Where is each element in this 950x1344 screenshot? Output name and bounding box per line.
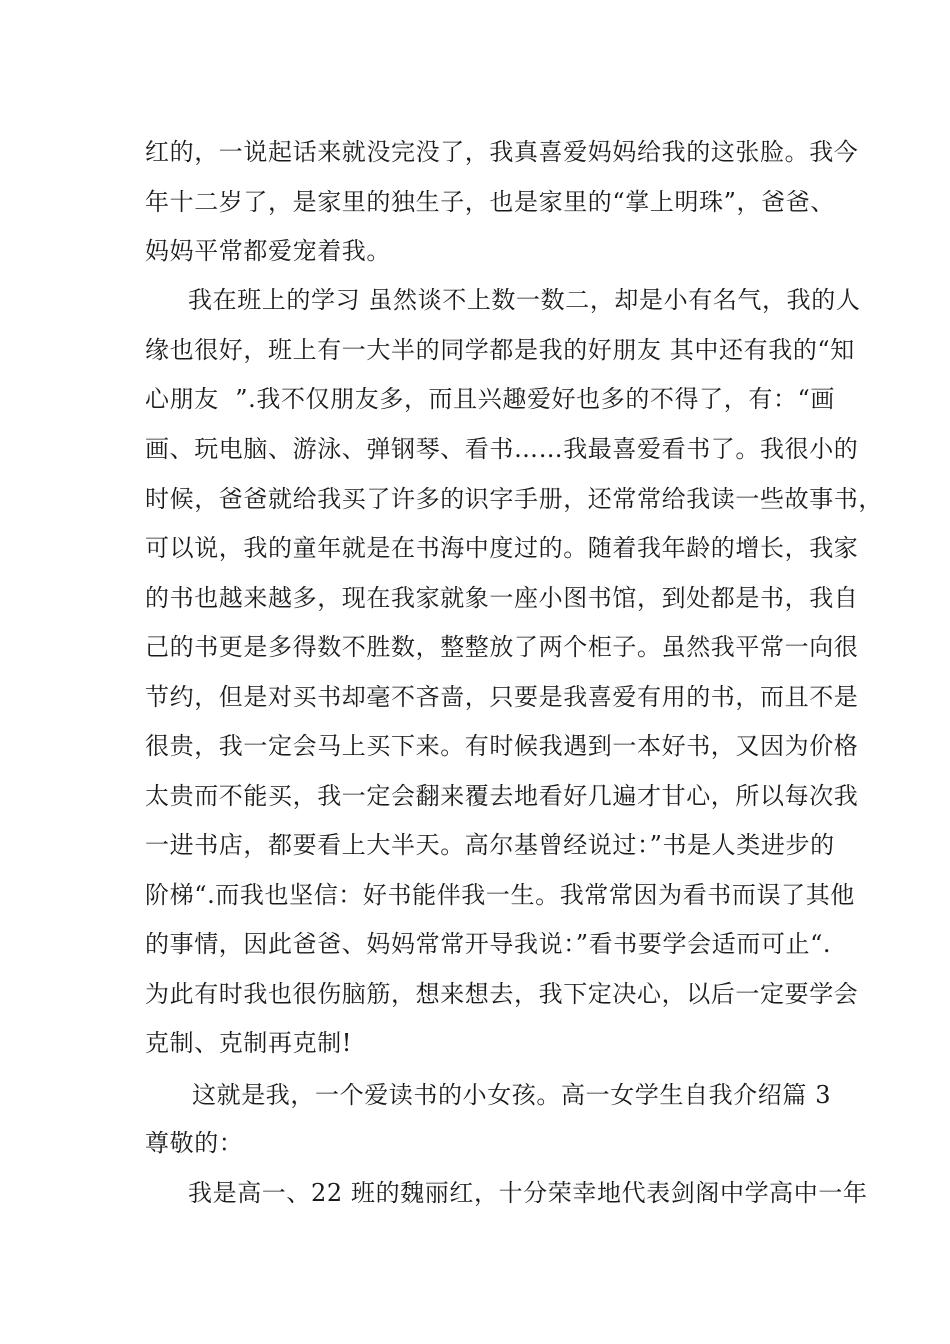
- text-line: 妈妈平常都爱宠着我。: [145, 237, 391, 265]
- text-line: 阶梯“.而我也坚信：好书能伴我一生。我常常因为看书而误了其他: [145, 881, 855, 909]
- text-line: 缘也很好，班上有一大半的同学都是我的好朋友 其中还有我的“知: [145, 336, 855, 364]
- text-line: 时候，爸爸就给我买了许多的识字手册，还常常给我读一些故事书，: [145, 485, 883, 513]
- text-line: 节约，但是对买书却毫不吝啬，只要是我喜爱有用的书，而且不是: [145, 683, 859, 711]
- text-line: 为此有时我也很伤脑筋，想来想去，我下定决心，以后一定要学会: [145, 980, 859, 1008]
- text-line: 年十二岁了，是家里的独生子，也是家里的“掌上明珠”，爸爸、: [145, 188, 835, 216]
- text-line: 我是高一、22 班的魏丽红，十分荣幸地代表剑阁中学高中一年: [188, 1179, 868, 1207]
- text-line: 的事情，因此爸爸、妈妈常常开导我说：”看书要学会适而可止“.: [145, 930, 832, 958]
- text-line: 画、玩电脑、游泳、弹钢琴、看书……我最喜爱看书了。我很小的: [145, 435, 859, 463]
- text-line: 克制、克制再克制!: [145, 1029, 353, 1057]
- text-line: 心朋友 ”.我不仅朋友多，而且兴趣爱好也多的不得了，有：“画: [145, 385, 836, 413]
- text-line: 我在班上的学习 虽然谈不上数一数二，却是小有名气，我的人: [188, 286, 861, 314]
- text-line: 的书也越来越多，现在我家就象一座小图书馆，到处都是书，我自: [145, 584, 859, 612]
- text-line: 尊敬的：: [145, 1129, 244, 1157]
- text-line: 可以说，我的童年就是在书海中度过的。随着我年龄的增长，我家: [145, 534, 859, 562]
- text-line: 己的书更是多得数不胜数，整整放了两个柜子。虽然我平常一向很: [145, 633, 859, 661]
- text-line: 一进书店，都要看上大半天。高尔基曾经说过：”书是人类进步的: [145, 831, 835, 859]
- text-line: 这就是我，一个爱读书的小女孩。高一女学生自我介绍篇 3: [192, 1081, 832, 1109]
- text-line: 很贵，我一定会马上买下来。有时候我遇到一本好书，又因为价格: [145, 732, 859, 760]
- text-line: 红的，一说起话来就没完没了，我真喜爱妈妈给我的这张脸。我今: [145, 138, 859, 166]
- text-line: 太贵而不能买，我一定会翻来覆去地看好几遍才甘心，所以每次我: [145, 782, 859, 810]
